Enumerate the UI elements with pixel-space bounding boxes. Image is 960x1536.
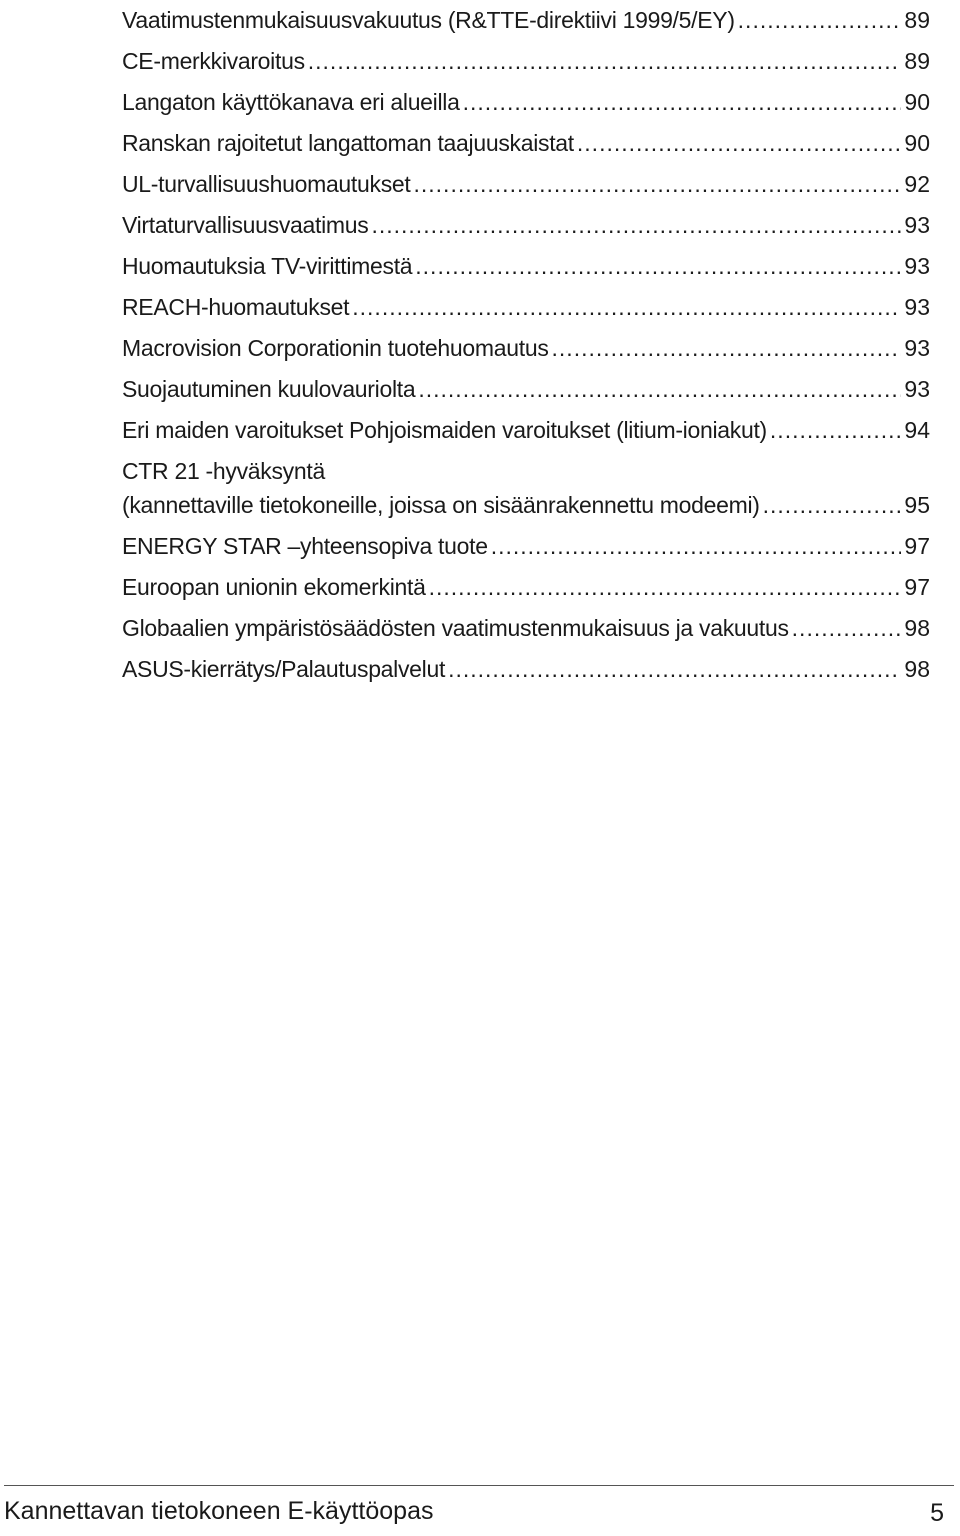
- toc-entry-page: 93: [904, 212, 930, 238]
- toc-entry-page: 98: [904, 656, 930, 682]
- toc-entry-page: 89: [904, 7, 930, 33]
- toc-entry-title: Langaton käyttökanava eri alueilla: [122, 89, 460, 115]
- toc-entry-page: 94: [904, 417, 930, 443]
- footer-document-title: Kannettavan tietokoneen E-käyttöopas: [4, 1497, 434, 1525]
- toc-entry[interactable]: [122, 331, 930, 372]
- toc-entry[interactable]: [122, 570, 930, 611]
- toc-entry[interactable]: [122, 126, 930, 167]
- toc-entry-title: (kannettaville tietokoneille, joissa on sisäänrakennettu modeemi): [122, 492, 760, 518]
- toc-entry-title: Eri maiden varoitukset Pohjoismaiden varoitukset (litium-ioniakut): [122, 417, 767, 443]
- toc-entry[interactable]: [122, 611, 930, 652]
- toc-dot-leader: [414, 171, 902, 198]
- toc-entry[interactable]: [122, 44, 930, 85]
- toc-dot-leader: [770, 417, 901, 444]
- footer-page-number: 5: [930, 1499, 944, 1527]
- toc-dot-leader: [463, 89, 902, 116]
- toc-entry[interactable]: [122, 249, 930, 290]
- toc-entry-page: 93: [904, 335, 930, 361]
- toc-entry[interactable]: [122, 529, 930, 570]
- toc-entry[interactable]: [122, 372, 930, 413]
- toc-entry-title: Virtaturvallisuusvaatimus: [122, 212, 369, 238]
- table-of-contents: [122, 0, 930, 693]
- toc-entry-title: REACH-huomautukset: [122, 294, 350, 320]
- toc-entry-page: 97: [904, 533, 930, 559]
- toc-entry[interactable]: [122, 167, 930, 208]
- toc-dot-leader: [371, 212, 901, 239]
- toc-entry[interactable]: [122, 208, 930, 249]
- toc-entry-page: 93: [904, 294, 930, 320]
- toc-entry-title: Macrovision Corporationin tuotehuomautus: [122, 335, 549, 361]
- toc-dot-leader: [448, 656, 901, 683]
- toc-entry-title: Suojautuminen kuulovauriolta: [122, 376, 416, 402]
- toc-entry-page: 95: [904, 492, 930, 518]
- toc-dot-leader: [418, 376, 901, 403]
- toc-entry-page: 93: [904, 376, 930, 402]
- toc-entry-page: 97: [904, 574, 930, 600]
- toc-dot-leader: [577, 130, 902, 157]
- toc-entry-page: 98: [904, 615, 930, 641]
- toc-entry-title: Vaatimustenmukaisuusvakuutus (R&TTE-direktiivi 1999/5/EY): [122, 7, 735, 33]
- toc-entry-title: Globaalien ympäristösäädösten vaatimustenmukaisuus ja vakuutus: [122, 615, 789, 641]
- toc-dot-leader: [738, 7, 902, 34]
- footer-divider: [4, 1485, 954, 1486]
- toc-entry-title-line1: CTR 21 -hyväksyntä: [122, 458, 325, 484]
- toc-dot-leader: [308, 48, 902, 75]
- toc-entry-title: Ranskan rajoitetut langattoman taajuuskaistat: [122, 130, 574, 156]
- toc-entry-page: 90: [904, 130, 930, 156]
- toc-entry[interactable]: [122, 652, 930, 693]
- toc-dot-leader: [429, 574, 902, 601]
- toc-entry-page: 93: [904, 253, 930, 279]
- toc-dot-leader: [792, 615, 902, 642]
- toc-dot-leader: [491, 533, 902, 560]
- toc-entry-title: ASUS-kierrätys/Palautuspalvelut: [122, 656, 446, 682]
- toc-entry-title: Huomautuksia TV-virittimestä: [122, 253, 413, 279]
- toc-entry[interactable]: [122, 3, 930, 44]
- toc-entry-page: 90: [904, 89, 930, 115]
- toc-dot-leader: [763, 492, 902, 519]
- toc-entry[interactable]: [122, 454, 930, 529]
- toc-entry[interactable]: [122, 413, 930, 454]
- toc-entry-title: UL-turvallisuushuomautukset: [122, 171, 411, 197]
- toc-entry-title: ENERGY STAR –yhteensopiva tuote: [122, 533, 488, 559]
- toc-dot-leader: [352, 294, 901, 321]
- toc-entry-page: 89: [904, 48, 930, 74]
- toc-dot-leader: [415, 253, 901, 280]
- toc-entry[interactable]: [122, 85, 930, 126]
- toc-dot-leader: [552, 335, 902, 362]
- toc-entry[interactable]: [122, 290, 930, 331]
- toc-entry-title: Euroopan unionin ekomerkintä: [122, 574, 426, 600]
- toc-entry-page: 92: [904, 171, 930, 197]
- toc-entry-title: CE-merkkivaroitus: [122, 48, 305, 74]
